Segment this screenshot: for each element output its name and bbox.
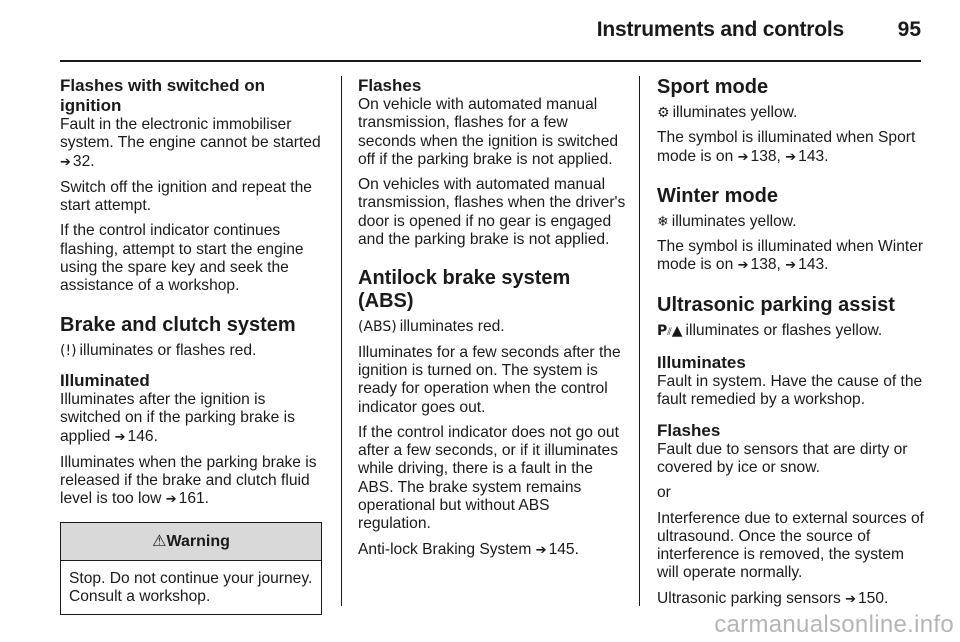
heading: Sport mode xyxy=(657,76,769,98)
heading: Winter mode xyxy=(657,184,778,207)
column-3 xyxy=(657,76,925,616)
paragraph: The symbol is illuminated when Winter mode is on ➔ 138, ➔ 143. xyxy=(657,238,924,274)
paragraph: If the control indicator does not go out after a few seconds, or if it illuminates while driving, there is a fault in the ABS. The brake system remains operational but without ABS regulation. xyxy=(358,423,619,533)
paragraph: On vehicle with automated manual transmission, flashes for a few seconds when the ignition is switched off if the parking brake is not applied. xyxy=(358,96,619,168)
paragraph: Interference due to external sources of ultrasound. Once the source of interference is removed, the system will operate normally. xyxy=(657,509,924,582)
paragraph: Fault in system. Have the cause of the fault remedied by a workshop. xyxy=(657,373,923,409)
page-header xyxy=(0,0,960,62)
page-ref[interactable]: 146. xyxy=(127,427,158,445)
page-ref-arrow-icon: ➔ xyxy=(165,492,177,508)
page-ref[interactable]: 161. xyxy=(178,490,210,508)
page-ref[interactable]: 138, xyxy=(750,147,781,165)
paragraph: P⫽▲ illuminates or flashes yellow. xyxy=(657,321,883,339)
page-ref-arrow-icon: ➔ xyxy=(785,149,797,165)
paragraph: Illuminates after the ignition is switched on if the parking brake is applied ➔ 146. xyxy=(60,390,295,445)
paragraph: ⚙ illuminates yellow. xyxy=(657,104,798,121)
paragraph: Fault due to sensors that are dirty or covered by ice or snow. xyxy=(657,440,908,476)
winter-mode-icon: ❄ xyxy=(657,213,669,230)
paragraph: Anti-lock Braking System ➔ 145. xyxy=(358,540,579,558)
page-ref-arrow-icon: ➔ xyxy=(737,258,749,274)
warning-text: Stop. Do not continue your journey. Consult a workshop. xyxy=(69,569,313,606)
subheading: Illuminated xyxy=(60,370,150,390)
column-1 xyxy=(60,76,328,615)
page-ref-arrow-icon: ➔ xyxy=(845,591,856,607)
paragraph: ❄ illuminates yellow. xyxy=(657,212,797,230)
subheading: Flashes xyxy=(657,420,721,440)
page-ref-arrow-icon: ➔ xyxy=(114,429,126,445)
paragraph: Illuminates for a few seconds after the ignition is turned on. The system is ready for operation when the control indicator goes out. xyxy=(358,343,621,416)
page-number: 95 xyxy=(897,18,921,41)
page-ref[interactable]: 143. xyxy=(798,256,829,274)
warning-header: ⚠Warning xyxy=(61,523,321,561)
subheading: Illuminates xyxy=(657,353,746,373)
paragraph: Fault in the electronic immobiliser system. The engine cannot be started ➔ 32. xyxy=(60,116,321,170)
paragraph: On vehicles with automated manual transmission, flashes when the driver's door is opened if no gear is engaged and the parking brake is not applied. xyxy=(358,176,626,249)
section-title: Instruments and controls xyxy=(596,18,844,41)
page-ref-arrow-icon: ➔ xyxy=(785,258,797,274)
subheading: Flashes xyxy=(358,76,422,95)
abs-icon: (ABS) xyxy=(358,319,397,336)
paragraph: If the control indicator continues flashing, attempt to start the engine using the spare key and seek the assistance of a workshop. xyxy=(60,222,304,295)
parking-assist-icon: P⫽▲ xyxy=(657,322,683,339)
paragraph: Illuminates when the parking brake is released if the brake and clutch fluid level is too low ➔ 161. xyxy=(60,453,317,508)
warning-box xyxy=(60,522,322,616)
paragraph: or xyxy=(657,484,671,502)
page-ref[interactable]: 150. xyxy=(858,589,889,607)
column-2 xyxy=(358,76,626,567)
page-ref[interactable]: 32. xyxy=(72,152,95,170)
subheading: Flashes with switched on ignition xyxy=(60,76,265,115)
page-ref-arrow-icon: ➔ xyxy=(60,154,71,170)
watermark: carmanualsonline.info xyxy=(714,611,954,638)
heading: Brake and clutch system xyxy=(60,313,296,336)
column-divider xyxy=(639,76,640,606)
heading: Antilock brake system (ABS) xyxy=(358,267,571,313)
column-divider xyxy=(341,76,342,606)
warning-icon: ⚠ xyxy=(152,532,167,550)
page-ref[interactable]: 145. xyxy=(548,540,579,558)
heading: Ultrasonic parking assist xyxy=(657,293,895,316)
paragraph: Switch off the ignition and repeat the start attempt. xyxy=(60,178,312,215)
brake-warning-icon: (!) xyxy=(60,342,77,359)
paragraph: (!) illuminates or flashes red. xyxy=(60,341,257,359)
page-ref[interactable]: 143. xyxy=(798,147,829,165)
page-ref-arrow-icon: ➔ xyxy=(535,542,547,558)
page-ref[interactable]: 138, xyxy=(750,256,781,274)
paragraph: The symbol is illuminated when Sport mode is on ➔ 138, ➔ 143. xyxy=(657,129,916,165)
paragraph: (ABS) illuminates red. xyxy=(358,318,505,336)
paragraph: Ultrasonic parking sensors ➔ 150. xyxy=(657,589,889,607)
page-ref-arrow-icon: ➔ xyxy=(737,149,749,165)
header-rule xyxy=(60,60,921,62)
sport-mode-icon: ⚙ xyxy=(657,105,670,121)
